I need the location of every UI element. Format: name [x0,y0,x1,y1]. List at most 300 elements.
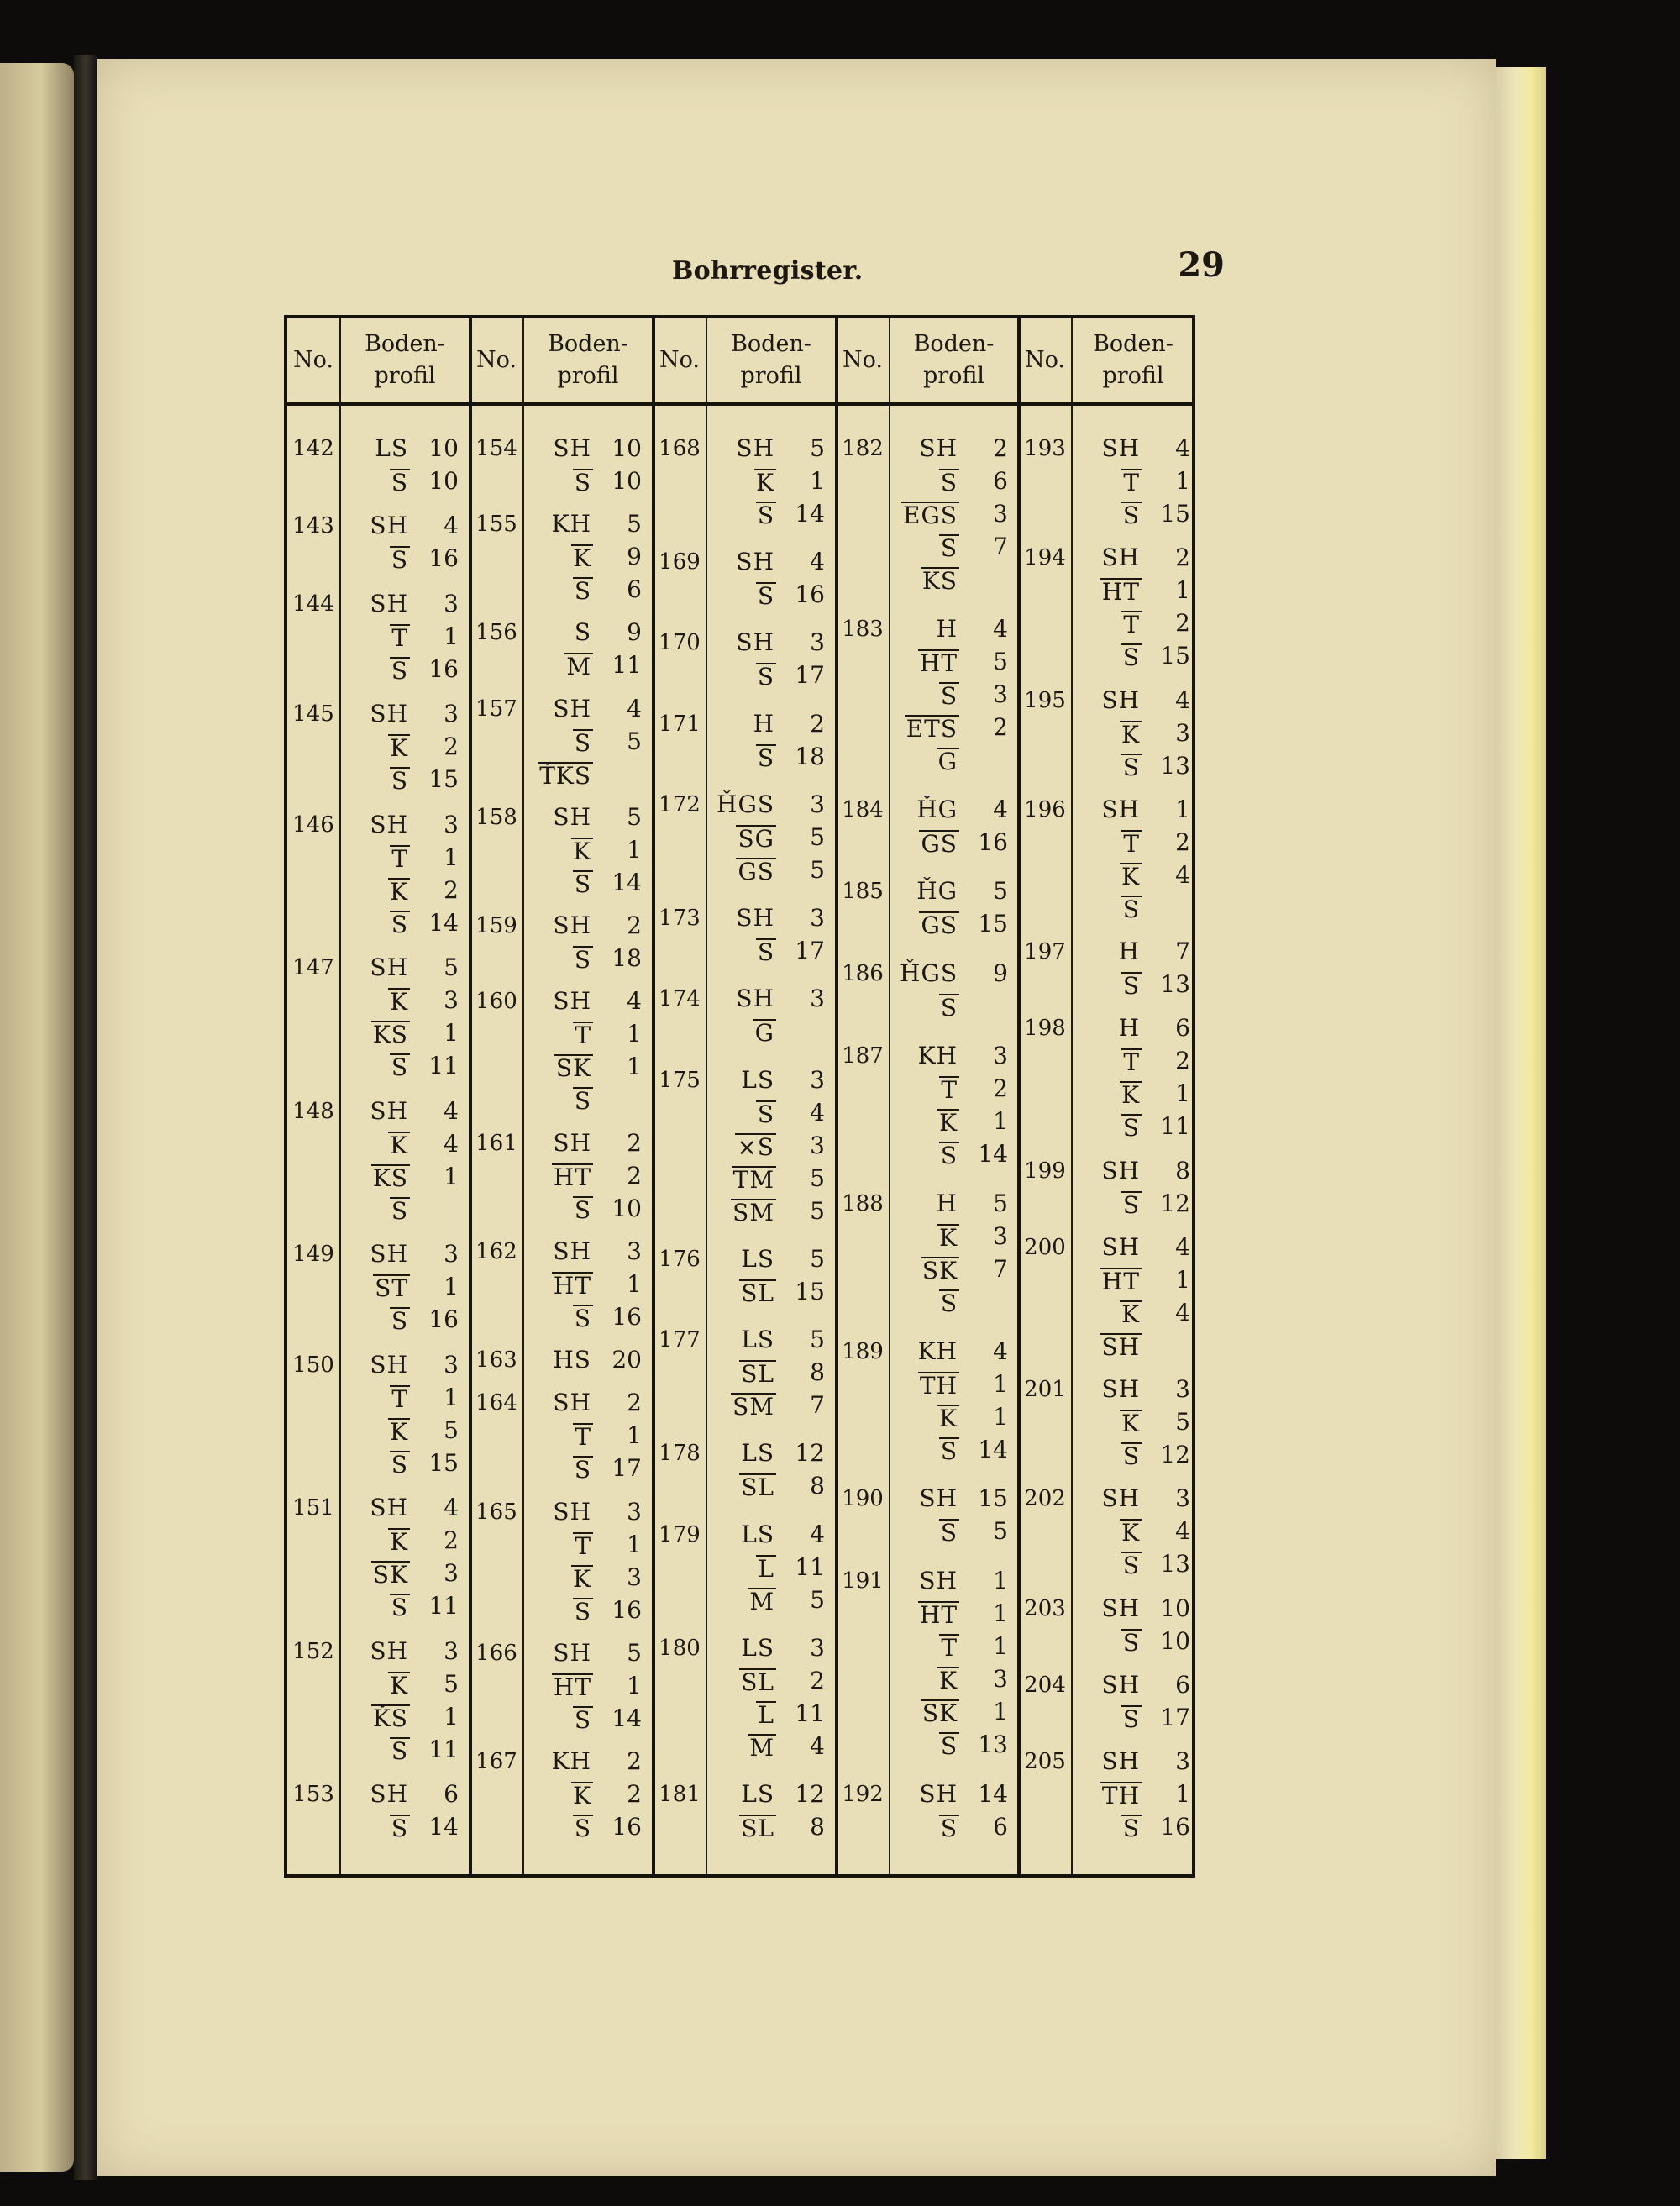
bore-number: 202 [1024,1486,1066,1512]
layer-soil-symbol: K [939,1667,958,1695]
layer-thickness: 4 [1175,1517,1190,1546]
layer-thickness: 1 [627,835,642,864]
layer-soil-symbol: SG [738,824,774,853]
layer-thickness: 5 [810,1585,825,1614]
bore-number: 156 [475,620,517,646]
profile-layer [358,1780,459,1809]
layer-soil-symbol: S [574,1087,591,1116]
layer-soil-symbol: S [757,743,774,772]
layer-thickness: 3 [444,1350,459,1379]
layer-thickness: 5 [810,1326,825,1354]
layer-soil-symbol: SH [1101,1332,1140,1361]
layer-soil-symbol: S [574,1456,591,1484]
profile-layer [907,1813,1008,1841]
layer-soil-symbol: T [941,1076,958,1104]
layer-thickness: 16 [1160,1813,1190,1841]
profile-layer [541,434,642,463]
bore-number: 199 [1024,1158,1066,1184]
profile-layer [907,648,1008,676]
layer-soil-symbol: HS [553,1346,591,1374]
layer-soil-symbol: S [391,469,408,496]
profile-layer [907,1484,1008,1513]
layer-thickness: 15 [428,765,459,794]
layer-soil-symbol: G [937,747,958,775]
bore-number: 174 [659,986,701,1012]
layer-thickness: 16 [612,1595,642,1624]
layer-thickness: 4 [1175,1298,1190,1326]
layer-soil-symbol: S [757,1100,774,1128]
layer-thickness: 4 [1175,685,1190,714]
profile-layer [358,843,459,872]
profile-layer [724,580,825,609]
layer-thickness: 14 [428,1813,459,1841]
layer-thickness: 3 [993,1665,1008,1694]
bore-number: 185 [842,879,884,905]
layer-soil-symbol: SH [553,911,591,940]
layer-thickness: 14 [978,1435,1008,1463]
bore-number: 181 [659,1782,701,1807]
bore-number: 180 [659,1635,701,1661]
layer-soil-symbol: S [1122,895,1140,923]
layer-thickness: 2 [627,1161,642,1190]
layer-thickness: 6 [1175,1670,1190,1699]
layer-soil-symbol: S [940,534,958,562]
bore-number: 196 [1024,796,1066,822]
layer-soil-symbol: SH [553,1237,591,1265]
profile-layer [541,836,642,864]
profile-layer [541,1498,642,1526]
layer-soil-symbol: S [574,577,591,606]
layer-soil-symbol: SH [736,548,774,576]
layer-thickness: 8 [810,1358,825,1387]
layer-thickness: 12 [795,1780,825,1808]
profile-layer [541,869,642,897]
layer-thickness: 1 [1175,795,1190,823]
bore-number: 168 [659,436,701,461]
layer-thickness: 3 [810,1065,825,1094]
layer-thickness: 15 [428,1448,459,1477]
layer-soil-symbol: LS [741,1065,774,1094]
bore-register-table [284,315,1195,1878]
layer-soil-symbol: H [936,1189,958,1217]
profile-layer [1089,1375,1190,1404]
profile-layer [724,1391,825,1420]
layer-soil-symbol: SH [919,1780,958,1808]
profile-layer [541,727,642,756]
layer-soil-symbol: GS [921,911,958,940]
profile-layer [1089,1047,1190,1075]
profile-layer [541,1270,642,1299]
layer-thickness: 1 [1175,1780,1190,1808]
profile-layer [541,987,642,1016]
layer-soil-symbol: K [756,469,774,496]
layer-soil-symbol: S [940,1815,958,1842]
profile-layer [1089,434,1190,463]
profile-layer [358,765,459,794]
profile-layer [717,790,825,819]
layer-soil-symbol: KS [921,567,958,595]
layer-thickness: 10 [1160,1594,1190,1622]
profile-layer [724,500,825,528]
bore-number: 162 [475,1238,517,1264]
profile-layer [724,743,825,771]
layer-thickness: 2 [627,1128,642,1157]
bore-number: 169 [659,549,701,575]
profile-layer [541,1303,642,1331]
layer-thickness: 4 [444,1096,459,1125]
layer-soil-symbol: S [391,546,408,575]
layer-soil-symbol: ȞGS [900,959,958,988]
profile-layer [724,1164,825,1193]
profile-layer [1089,719,1190,748]
layer-thickness: 2 [993,434,1008,462]
profile-layer [724,1732,825,1761]
bore-number: 182 [842,436,884,461]
profile-layer [541,651,642,680]
layer-thickness: 4 [444,512,459,540]
layer-thickness: 1 [444,1702,459,1731]
layer-soil-symbol: S [1122,972,1140,1000]
no-column-divider [522,318,524,1874]
layer-soil-symbol: S [391,1053,408,1082]
profile-layer [724,710,825,738]
layer-soil-symbol: S [574,1815,591,1842]
layer-thickness: 3 [810,628,825,657]
layer-soil-symbol: L [758,1700,774,1729]
profile-layer [907,1288,1008,1316]
profile-layer [358,1592,459,1620]
profile-layer [358,1449,459,1478]
layer-soil-symbol: T [575,1022,591,1050]
layer-thickness: 5 [993,1517,1008,1546]
layer-thickness: 17 [612,1454,642,1483]
layer-thickness: 7 [1175,938,1190,965]
layer-soil-symbol: SH [553,1128,591,1157]
layer-soil-symbol: SL [741,1473,774,1502]
layer-thickness: 10 [1160,1626,1190,1655]
layer-soil-symbol: S [574,1195,591,1224]
layer-soil-symbol: S [1122,753,1140,781]
layer-soil-symbol: KH [917,1337,958,1365]
layer-soil-symbol: SH [553,1389,591,1417]
layer-soil-symbol: LS [375,434,408,462]
layer-thickness: 4 [810,1731,825,1760]
layer-thickness: 10 [428,467,459,495]
layer-thickness: 2 [1175,1047,1190,1075]
header-profile-line2: profil [374,363,436,389]
layer-thickness: 5 [993,1189,1008,1217]
layer-soil-symbol: SH [919,434,958,462]
profile-layer [724,434,825,463]
layer-soil-symbol: LS [741,1520,774,1548]
profile-layer [541,1531,642,1559]
profile-layer [358,1559,459,1588]
layer-soil-symbol: SH [1101,1232,1140,1261]
header-profile-line1: Boden- [365,331,445,357]
layer-thickness: 1 [627,1421,642,1450]
profile-layer [541,1704,642,1733]
layer-soil-symbol: SH [1101,1747,1140,1775]
layer-soil-symbol: HT [919,1601,958,1630]
profile-layer [358,655,459,684]
profile-layer [541,1454,642,1483]
layer-soil-symbol: S [1122,1815,1140,1842]
bore-number: 148 [292,1098,334,1124]
profile-layer [541,1672,642,1700]
layer-thickness: 11 [795,1699,825,1727]
layer-thickness: 16 [428,654,459,683]
profile-layer [358,1240,459,1268]
profile-layer [541,1389,642,1417]
header-bodenprofil [889,318,1019,402]
profile-layer [903,500,1008,529]
layer-soil-symbol: K [573,837,591,865]
layer-thickness: 6 [993,467,1008,495]
layer-thickness: 1 [444,843,459,871]
profile-layer [1089,1112,1190,1141]
bore-number: 198 [1024,1016,1066,1042]
profile-layer [724,985,825,1013]
layer-thickness: 1 [993,1632,1008,1661]
layer-soil-symbol: KH [551,1747,591,1775]
layer-thickness: 1 [993,1698,1008,1726]
profile-layer [541,1421,642,1450]
profile-layer [1089,1441,1190,1469]
layer-soil-symbol: S [757,502,774,529]
layer-soil-symbol: K [1121,1519,1140,1547]
layer-thickness: 13 [978,1731,1008,1759]
profile-layer [907,713,1008,742]
layer-soil-symbol: K [939,1223,958,1252]
layer-thickness: 17 [795,661,825,690]
layer-soil-symbol: ETS [906,714,958,743]
profile-layer [724,1553,825,1582]
layer-thickness: 5 [810,1163,825,1192]
profile-layer [907,1436,1008,1464]
layer-thickness: 3 [444,1559,459,1588]
profile-layer [541,1020,642,1048]
book-gutter [74,55,97,2180]
profile-layer [1089,1331,1190,1360]
profile-layer [724,1197,825,1226]
layer-soil-symbol: T [1123,1048,1140,1077]
profile-layer [358,1305,459,1334]
layer-soil-symbol: ȞGS [717,790,774,818]
layer-thickness: 1 [1175,1079,1190,1108]
layer-thickness: 5 [444,1669,459,1698]
layer-thickness: 1 [444,1273,459,1301]
profile-layer [724,1813,825,1841]
layer-soil-symbol: TM [732,1165,774,1194]
layer-soil-symbol: SK [555,1054,591,1083]
layer-thickness: 2 [993,712,1008,741]
layer-soil-symbol: S [1122,1190,1140,1219]
profile-layer [907,1780,1008,1809]
profile-layer [724,1586,825,1615]
bore-number: 149 [292,1242,334,1268]
layer-thickness: 11 [428,1052,459,1080]
layer-thickness: 16 [612,1302,642,1331]
layer-soil-symbol: SH [370,1636,408,1665]
profile-layer [724,1245,825,1274]
layer-thickness: 16 [795,580,825,609]
layer-soil-symbol: LS [741,1780,774,1808]
layer-thickness: 1 [1175,1265,1190,1294]
profile-layer [358,590,459,618]
profile-layer [541,1162,642,1190]
layer-thickness: 1 [444,622,459,650]
bore-number: 166 [475,1640,517,1666]
bore-number: 204 [1024,1672,1066,1698]
header-no: No. [843,347,883,373]
layer-thickness: 11 [795,1552,825,1581]
header-bodenprofil [706,318,837,402]
layer-soil-symbol: HT [553,1271,591,1300]
layer-soil-symbol: SH [736,904,774,932]
profile-layer [358,1052,459,1080]
layer-thickness: 16 [428,1305,459,1334]
layer-soil-symbol: SH [1101,1375,1140,1403]
layer-soil-symbol: K [1121,1300,1140,1328]
layer-soil-symbol: SH [736,985,774,1013]
layer-soil-symbol: SH [1101,795,1140,823]
profile-layer [907,992,1008,1021]
layer-thickness: 15 [978,1484,1008,1513]
layer-thickness: 4 [444,1129,459,1158]
header-bodenprofil [1071,318,1195,402]
bore-number: 203 [1024,1595,1066,1621]
layer-soil-symbol: S [757,663,774,691]
profile-layer [1089,1813,1190,1841]
profile-layer [724,1326,825,1354]
layer-thickness: 1 [993,1402,1008,1431]
profile-layer [1089,1550,1190,1578]
profile-layer [1089,642,1190,670]
layer-soil-symbol: SH [1101,434,1140,462]
layer-thickness: 11 [1160,1112,1190,1141]
bore-number: 177 [659,1327,701,1353]
layer-soil-symbol: S [391,1307,408,1336]
layer-thickness: 20 [612,1346,642,1374]
layer-soil-symbol: T [391,844,408,873]
profile-layer [358,467,459,496]
layer-soil-symbol: H [753,709,774,738]
profile-layer [724,1017,825,1046]
profile-layer [358,1416,459,1445]
layer-soil-symbol: S [391,1815,408,1842]
page-number: 29 [1178,245,1225,285]
layer-thickness: 9 [627,543,642,571]
header-profile-line1: Boden- [548,331,628,357]
layer-thickness: 7 [993,533,1008,560]
bore-number: 153 [292,1782,334,1807]
profile-layer [1089,861,1190,890]
layer-thickness: 12 [1160,1189,1190,1217]
bore-number: 161 [475,1130,517,1156]
layer-soil-symbol: LS [741,1439,774,1468]
layer-thickness: 7 [810,1391,825,1420]
profile-layer [541,1346,642,1374]
profile-layer [907,877,1008,906]
bore-number: 159 [475,913,517,939]
profile-layer [358,1637,459,1666]
layer-thickness: 15 [1160,500,1190,528]
layer-soil-symbol: M [566,653,591,681]
layer-soil-symbol: SL [741,1668,774,1696]
bore-number: 178 [659,1441,701,1467]
layer-thickness: 4 [627,987,642,1016]
layer-soil-symbol: SH [370,810,408,838]
profile-layer [724,1439,825,1468]
profile-layer [541,1085,642,1114]
profile-layer [358,953,459,982]
layer-thickness: 12 [795,1439,825,1468]
layer-soil-symbol: K [939,1404,958,1432]
layer-thickness: 14 [795,500,825,528]
layer-soil-symbol: S [574,869,591,898]
profile-layer [541,944,642,973]
bore-number: 151 [292,1495,334,1521]
header-bodenprofil [339,318,470,402]
bore-number: 193 [1024,436,1066,461]
profile-layer [1089,1266,1190,1295]
layer-soil-symbol: S [574,618,591,647]
layer-thickness: 1 [993,1599,1008,1628]
profile-layer [1089,1190,1190,1218]
layer-soil-symbol: SH [553,694,591,722]
layer-soil-symbol: K [1121,1081,1140,1110]
header-profile-line2: profil [1102,363,1164,389]
profile-layer [1089,1780,1190,1809]
profile-layer [907,680,1008,709]
profile-layer [1089,1014,1190,1043]
layer-thickness: 16 [612,1813,642,1841]
layer-soil-symbol: ǨS [372,1704,408,1732]
layer-soil-symbol: SH [553,1497,591,1526]
profile-layer [541,1780,642,1809]
layer-soil-symbol: SH [1101,1484,1140,1513]
layer-soil-symbol: SH [370,1240,408,1268]
profile-layer [358,1494,459,1522]
layer-soil-symbol: SH [370,700,408,728]
layer-thickness: 1 [993,1369,1008,1398]
layer-soil-symbol: T [1123,469,1140,496]
bore-number: 150 [292,1352,334,1378]
layer-thickness: 2 [444,733,459,761]
layer-soil-symbol: HT [1101,578,1140,607]
layer-soil-symbol: S [574,1597,591,1626]
layer-soil-symbol: HT [919,649,958,677]
layer-soil-symbol: SH [370,1780,408,1808]
profile-layer [1089,1484,1190,1513]
layer-soil-symbol: HT [553,1673,591,1701]
header-no: No. [659,347,700,373]
layer-thickness: 3 [1175,718,1190,747]
layer-thickness: 10 [428,434,459,462]
layer-soil-symbol: TH [1101,1782,1140,1809]
layer-soil-symbol: SL [741,1815,774,1842]
layer-thickness: 17 [795,937,825,965]
layer-thickness: 3 [810,1633,825,1662]
left-page-edge [0,63,74,2172]
column-group-divider [469,318,472,1874]
profile-layer [724,823,825,852]
layer-thickness: 3 [444,589,459,617]
profile-layer [907,533,1008,561]
profile-layer [907,1107,1008,1136]
layer-thickness: 4 [1175,434,1190,462]
layer-thickness: 5 [810,1244,825,1273]
